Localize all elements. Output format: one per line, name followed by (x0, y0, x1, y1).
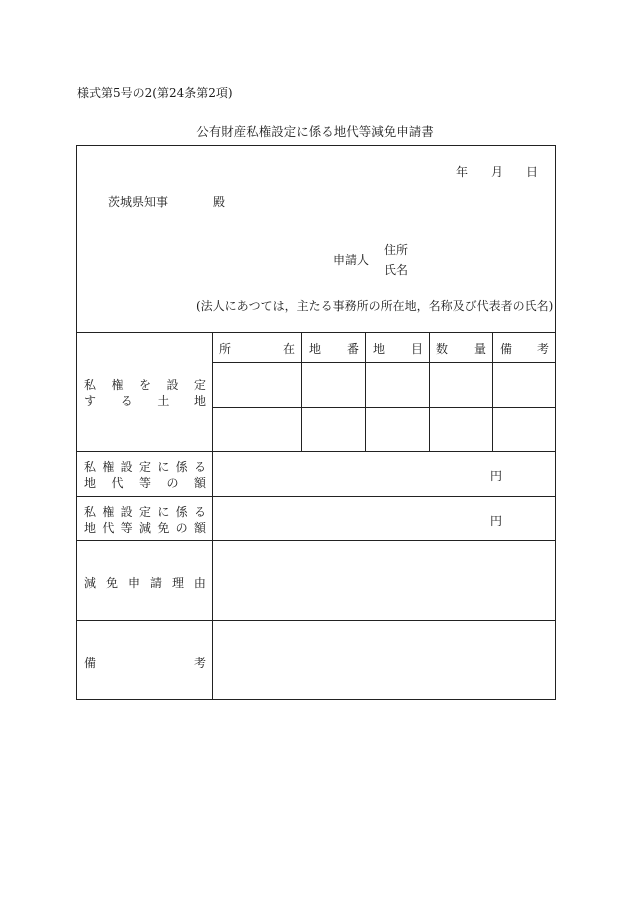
date-year-label: 年 (456, 165, 469, 179)
date-day-label: 日 (526, 165, 539, 179)
rent-label-line2: 地 代 等 の 額 (84, 476, 206, 490)
column-border-2 (365, 332, 366, 451)
divider-reduction (76, 540, 556, 541)
column-header-location: 所 在 (219, 342, 295, 356)
column-header-lot-number: 地 番 (309, 342, 359, 356)
divider-land-row (212, 407, 556, 408)
rent-amount-unit: 円 (490, 469, 503, 483)
applicant-name-label: 氏名 (384, 263, 409, 277)
column-header-quantity: 数 量 (436, 342, 486, 356)
divider-land-section (76, 451, 556, 452)
divider-reason (76, 620, 556, 621)
land-label-line2: す る 土 地 (84, 394, 206, 408)
applicant-address-label: 住所 (384, 243, 409, 257)
reduction-label-line2: 地 代 等 減 免 の 額 (84, 521, 206, 535)
land-label-line1: 私 権 を 設 定 (84, 378, 206, 392)
reduction-amount-unit: 円 (490, 514, 503, 528)
divider-rent (76, 496, 556, 497)
column-border-1 (301, 332, 302, 451)
column-border-3 (429, 332, 430, 451)
rent-label-line1: 私 権 設 定 に 係 る (84, 460, 206, 474)
form-frame (76, 145, 556, 700)
column-header-land-category: 地 目 (373, 342, 423, 356)
remarks-label: 備 考 (84, 656, 206, 670)
reason-label: 減 免 申 請 理 由 (84, 576, 206, 590)
divider-table-header (212, 362, 556, 363)
divider-applicant (76, 332, 556, 333)
label-column-border (212, 332, 213, 700)
addressee-name: 茨城県知事 (108, 195, 169, 209)
form-title: 公有財産私権設定に係る地代等減免申請書 (196, 124, 434, 139)
column-border-4 (492, 332, 493, 451)
reduction-label-line1: 私 権 設 定 に 係 る (84, 505, 206, 519)
addressee-honorific: 殿 (213, 195, 226, 209)
applicant-label: 申請人 (333, 253, 370, 267)
column-header-remarks: 備 考 (500, 342, 549, 356)
date-month-label: 月 (491, 165, 504, 179)
corporation-note: (法人にあつては，主たる事務所の所在地，名称及び代表者の氏名) (196, 299, 554, 313)
form-number: 様式第5号の2(第24条第2項) (77, 86, 233, 100)
